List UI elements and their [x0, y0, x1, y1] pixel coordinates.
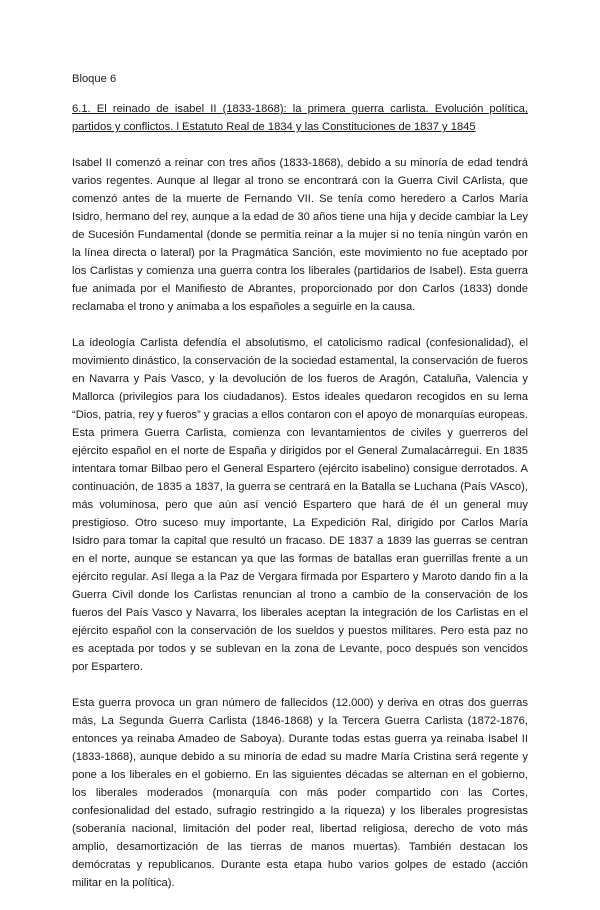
paragraph-3: Esta guerra provoca un gran número de fallecidos (12.000) y deriva en otras dos guerras más, La Segunda Guerra Carlista (1846-1868) y la Tercera Guerra Carlista (1872-1876, entonces ya reinaba Amadeo de Saboya). Durante todas estas guerra ya reinaba Isabel II (1833-1868), aunque debido a su minoría de edad su madre María Cristina será regente y pone a los liberales en el gobierno. En las siguientes décadas se alternan en el gobierno, los liberales moderados (monarquía con más poder compartido con las Cortes, confesionalidad del estado, sufragio restringido a la riqueza) y los liberales progresistas (soberanía nacional, limitación del poder real, libertad religiosa, derecho de voto más amplio, desamortización de las tierras de manos muertas). También destacan los demócratas y republicanos. Durante esta etapa hubo varios golpes de estado (acción militar en la política).: [72, 697, 528, 889]
paragraph-1: Isabel II comenzó a reinar con tres años (1833-1868), debido a su minoría de edad tendrá varios regentes. Aunque al llegar al trono se encontrará con la Guerra Civil CArlista, que comenzó antes de la muerte de Fernando VII. Se tenía como heredero a Carlos María Isidro, hermano del rey, aunque a la edad de 30 años tiene una hija y decide cambiar la Ley de Sucesión Fundamental (donde se permitía reinar a la mujer si no tenía ningún varón en la línea directa o lateral) por la Pragmática Sanción, este movimiento no fue aceptado por los Carlistas y comienza una guerra contra los liberales (partidarios de Isabel). Esta guerra fue animada por el Manifiesto de Abrantes, proporcionado por don Carlos (1833) donde reclamaba el trono y animaba a los españoles a seguirle en la causa.: [72, 157, 528, 313]
section-title: 6.1. El reinado de isabel II (1833-1868): la primera guerra carlista. Evolución política, partidos y conflictos. l Estatuto Real de 1834 y las Constituciones de 1837 y 1845: [72, 103, 528, 133]
document-page: [72, 72, 528, 910]
paragraph-2: La ideología Carlista defendía el absolutismo, el catolicismo radical (confesionalidad), el movimiento dinástico, la conservación de la sociedad estamental, la conservación de fueros en Navarra y País Vasco, y la devolución de los fueros de Aragón, Cataluña, Valencia y Mallorca (privilegios para los ciudadanos). Estos ideales quedaron recogidos en su lema “Dios, patria, rey y fueros” y gracias a ellos contaron con el apoyo de monarquías europeas. Esta primera Guerra Carlista, comienza con levantamientos de civiles y guerreros del ejército español en el norte de España y dirigidos por el General Zumalacárregui. En 1835 intentara tomar Bilbao pero el General Espartero (ejército isabelino) consigue derrotados. A continuación, de 1835 a 1837, la guerra se centrará en la Batalla se Luchana (País VAsco), más voluminosa, pero que aún así venció Espartero que hará de él un general muy prestigioso. Otro suceso muy importante, La Expedición Ral, dirigido por Carlos María Isidro para tomar la capital que resultó un fracaso. DE 1837 a 1839 las guerras se centran en el norte, aunque se estancan ya que las formas de batallas eran guerrillas frente a un ejército regular. Así llega a la Paz de Vergara firmada por Espartero y Maroto dando fin a la Guerra Civil donde los Carlistas renuncian al trono a cambio de la conservación de los fueros del País Vasco y Navarra, los liberales aceptan la integración de los Carlistas en el ejército español con la conservación de los sueldos y puestos militares. Pero esta paz no es aceptada por todos y se sublevan en la zona de Levante, poco después son vencidos por Espartero.: [72, 337, 528, 673]
block-label: Bloque 6: [72, 73, 117, 85]
